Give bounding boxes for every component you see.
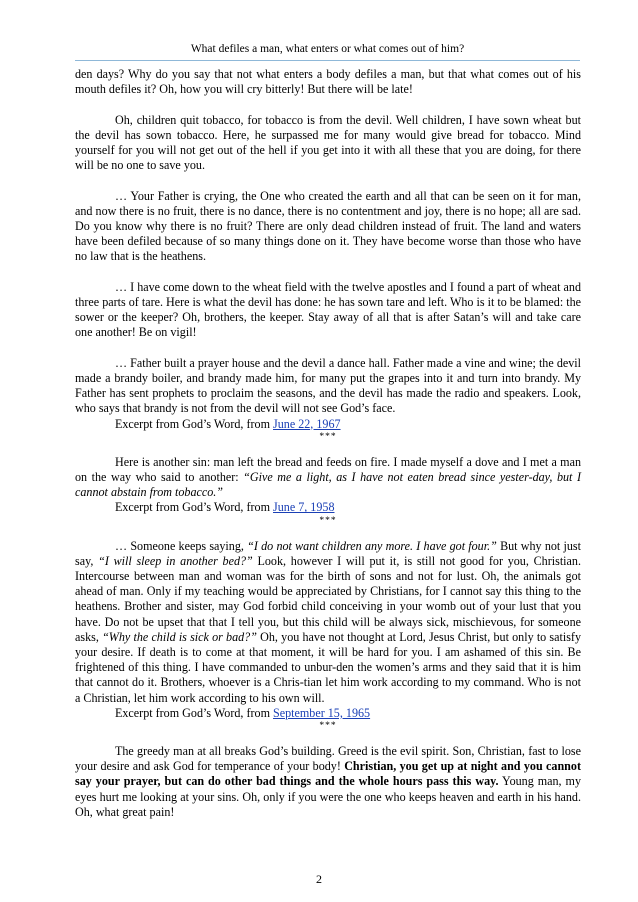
excerpt-label: Excerpt from God’s Word, from [115, 705, 274, 720]
paragraph-continuation: den days? Why do you say that not what enters a body defiles a man, but that what comes out of his mouth defiles it? Oh, how you will cry bitterly! But there will be late! [75, 67, 581, 97]
paragraph-dove: Here is another sin: man left the bread and feeds on fire. I made myself a dove and I met a man on the way who said to another: “Give me a light, as I have not eaten bread since yester-day, but I cannot abstain from tobacco.” [75, 454, 581, 500]
header-divider [75, 60, 580, 61]
section-separator: *** [319, 515, 337, 526]
quote-text: “Why the child is sick or bad?” [102, 629, 257, 644]
excerpt-citation [75, 500, 581, 515]
page-number: 2 [316, 872, 322, 886]
paragraph-tobacco: Oh, children quit tobacco, for tobacco is from the devil. Well children, I have sown wheat but the devil has sown tobacco. Here, he surpassed me for many would give bread for tobacco. Mind yourself for you will not get out of the hell if you get into it with all these that you are doing, for there will be no one to save you. [75, 112, 581, 173]
quote-text: “I do not want children any more. I have got four.” [247, 538, 497, 553]
excerpt-citation [75, 706, 581, 721]
paragraph-wheat-field: … I have come down to the wheat field with the twelve apostles and I found a part of wheat and three parts of tare. Here is what the devil has done: he has sown tare and left. Who is it to be blamed: the sower or the keeper? Oh, brothers, the keeper. Stay away of all that is after Satan’s will and take care one another! Be on vigil! [75, 279, 581, 340]
running-header: What defiles a man, what enters or what comes out of him? [190, 43, 465, 55]
paragraph-father-crying: … Your Father is crying, the One who created the earth and all that can be seen on it for man, and now there is no fruit, there is no dance, there is no contentment and joy, there is no hope; all are sad. Do you know why there is no fruit? There are only dead children instead of fruit. The land and waters have been defiled because of so many things done on it. They have become worse than those who have no law that is the heathens. [75, 188, 581, 264]
excerpt-label: Excerpt from God’s Word, from [115, 500, 274, 515]
paragraph-prayer-house: … Father built a prayer house and the devil a dance hall. Father made a vine and wine; the devil made a brandy boiler, and brandy made him, for many put the grapes into it and turn into brandy. My Father has sent prophets to proclaim the seasons, and the devil has made the radio and speakers. Look, who says that brandy is not from the devil will not see God’s face. [75, 355, 581, 416]
paragraph-greedy-man: The greedy man at all breaks God’s building. Greed is the evil spirit. Son, Christian, fast to lose your desire and ask God for temperance of your body! Christian, you get up at night and you cannot say your prayer, but can do other bad things and the whole hours pass this way. Young man, my eyes hurt me looking at your sins. Oh, only if you were the one who keeps heaven and earth in his hand. Oh, what great pain! [75, 744, 581, 819]
excerpt-label: Excerpt from God’s Word, from [115, 416, 274, 431]
excerpt-date-link[interactable]: June 7, 1958 [273, 500, 335, 515]
excerpt-date-link[interactable]: June 22, 1967 [273, 416, 341, 431]
bold-emphasis: Christian, you get up at night and you cannot say your prayer, but can do other bad things and the whole hours pass this way. [75, 759, 581, 789]
quote-text: “I will sleep in another bed?” [98, 553, 253, 568]
excerpt-date-link[interactable]: September 15, 1965 [273, 705, 371, 720]
excerpt-citation [75, 417, 581, 432]
quote-text: “Give me a light, as I have not eaten bread since yester-day, but I cannot abstain from tobacco.” [75, 470, 581, 500]
section-separator: *** [319, 431, 337, 442]
document-body [75, 67, 581, 820]
paragraph-children: … Someone keeps saying, “I do not want children any more. I have got four.” But why not just say, “I will sleep in another bed?” Look, however I will put it, is still not good for you, Christian. Intercourse between man and woman was for the birth of sons and not for lust. Oh, the animals got ahead of man. Only if my teaching would be appreciated by Christians, for I cannot say this thing to the heathens. Brother and sister, may God forbid child conceiving in your womb out of your lust that you have. Do not be upset that that I tell you, but this child will be always sick, mischievous, for someone asks, “Why the child is sick or bad?” Oh, you have not thought at Lord, Jesus Christ, but only to satisfy your desire. If death is to come at that moment, it will be hard for you. I am ashamed of this sin. Be frightened of this thing. I have commanded to unbur-den the women’s arms and they said that it is him that cannot do it. Brothers, whoever is a Chris-tian let him work according to my command. Who is not a Christian, let him work according to his own will. [75, 538, 582, 705]
section-separator: *** [319, 721, 337, 732]
